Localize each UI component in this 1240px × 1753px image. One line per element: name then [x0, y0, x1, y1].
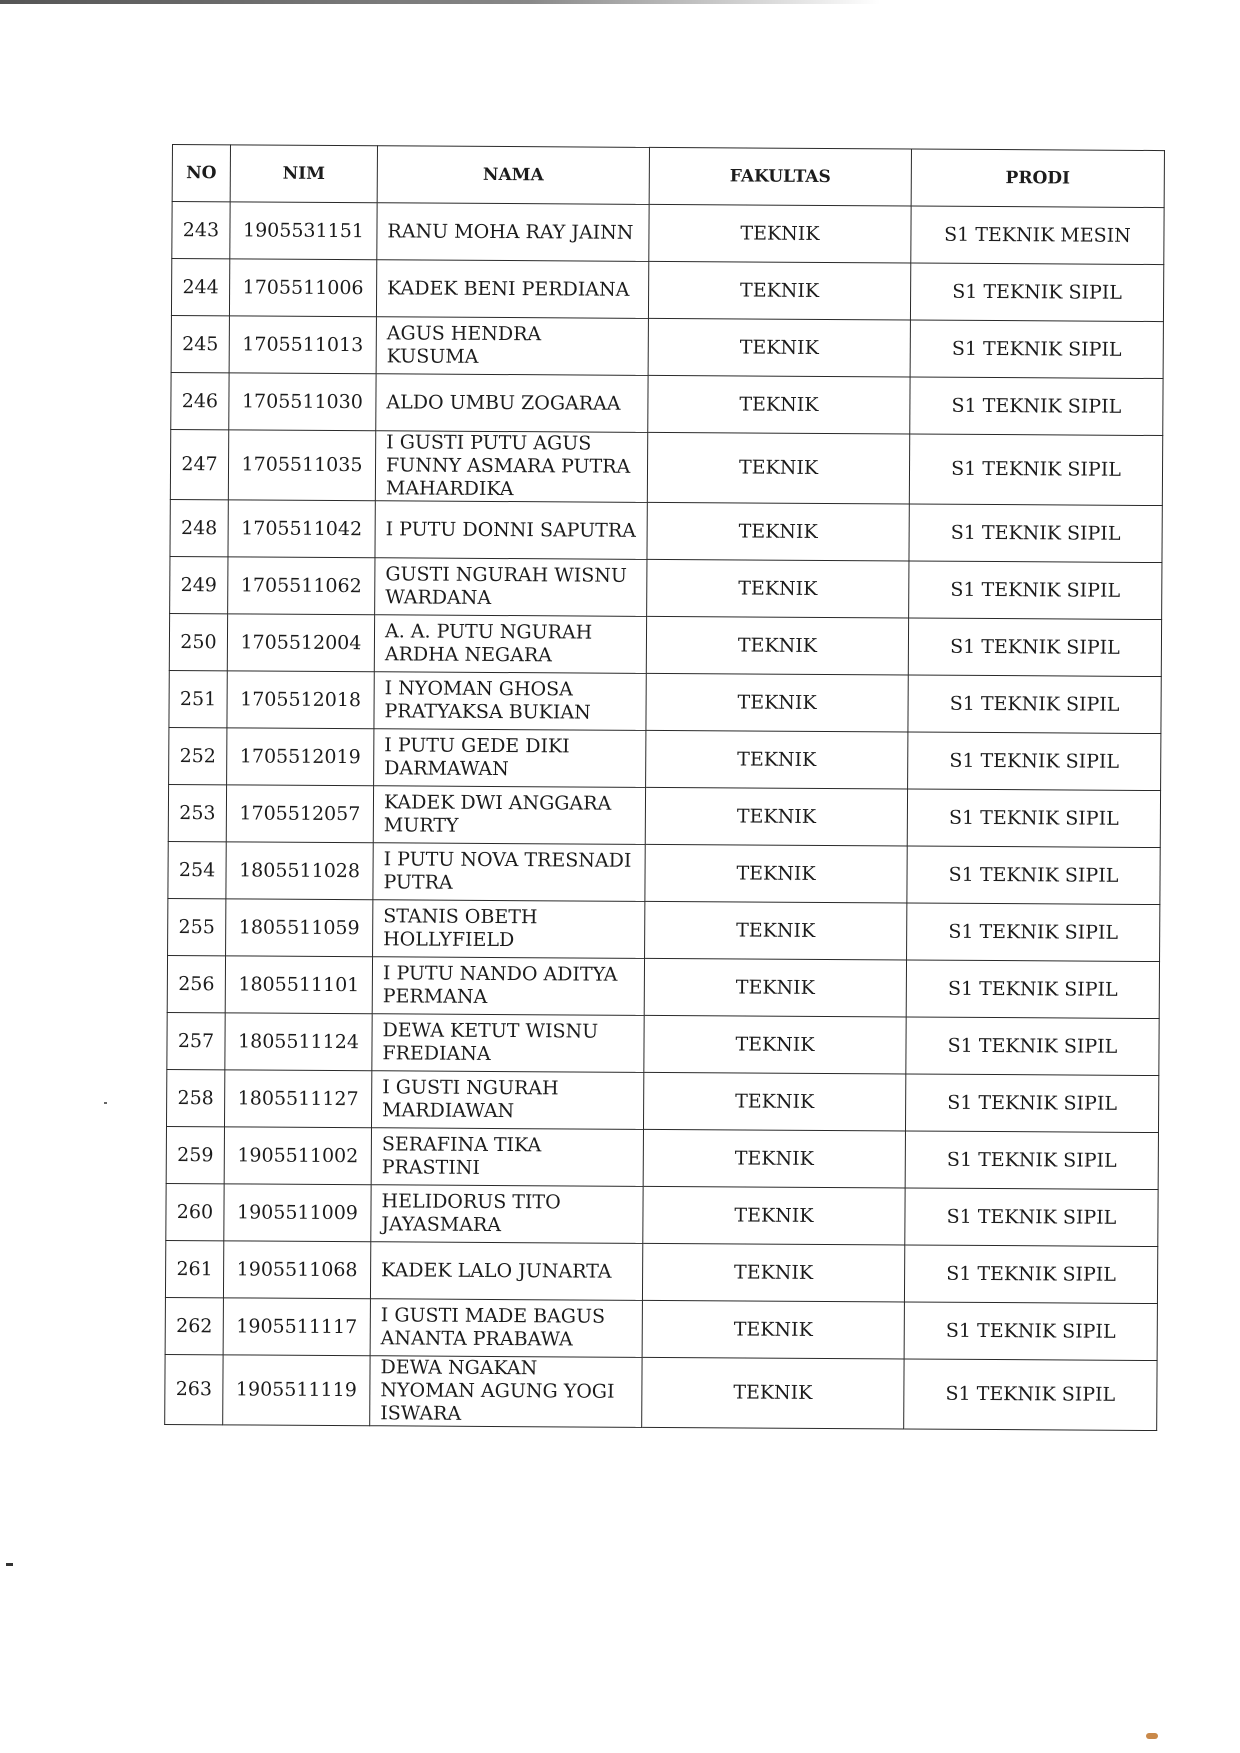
- cell-nim: 1705511035: [228, 430, 375, 501]
- table-row: [166, 1069, 1158, 1132]
- table-row: [165, 1297, 1157, 1360]
- cell-nama: DEWA NGAKAN NYOMAN AGUNG YOGI ISWARA: [370, 1356, 642, 1428]
- cell-nama: I PUTU DONNI SAPUTRA: [375, 501, 647, 560]
- cell-nim: 1805511124: [225, 1013, 372, 1071]
- table-row: [167, 955, 1159, 1018]
- cell-nim: 1705512004: [227, 614, 374, 672]
- cell-nama: I GUSTI NGURAH MARDIAWAN: [371, 1071, 643, 1130]
- scan-speck: [1146, 1733, 1158, 1739]
- table-row: [171, 372, 1163, 435]
- table-row: [168, 898, 1160, 961]
- cell-nama: AGUS HENDRA KUSUMA: [376, 317, 648, 376]
- scan-top-edge: [0, 0, 880, 4]
- cell-fakultas: TEKNIK: [648, 261, 910, 320]
- cell-no: 261: [165, 1240, 223, 1297]
- cell-fakultas: TEKNIK: [642, 1300, 904, 1359]
- cell-no: 243: [172, 202, 230, 259]
- cell-nim: 1705512019: [227, 728, 374, 786]
- table-row: [170, 499, 1162, 562]
- cell-no: 251: [169, 670, 227, 727]
- cell-nama: SERAFINA TIKA PRASTINI: [371, 1128, 643, 1187]
- cell-fakultas: TEKNIK: [644, 958, 906, 1017]
- table-row: [165, 1240, 1157, 1303]
- cell-no: 256: [167, 955, 225, 1012]
- cell-nama: I GUSTI PUTU AGUS FUNNY ASMARA PUTRA MAHARDIKA: [375, 431, 647, 503]
- cell-nim: 1905511009: [224, 1184, 371, 1242]
- cell-prodi: S1 TEKNIK SIPIL: [904, 1302, 1157, 1361]
- cell-prodi: S1 TEKNIK SIPIL: [908, 675, 1161, 734]
- cell-fakultas: TEKNIK: [643, 1186, 905, 1245]
- cell-nama: GUSTI NGURAH WISNU WARDANA: [375, 558, 647, 617]
- cell-fakultas: TEKNIK: [642, 1357, 904, 1429]
- cell-fakultas: TEKNIK: [647, 559, 909, 618]
- cell-no: 247: [170, 429, 228, 499]
- cell-prodi: S1 TEKNIK SIPIL: [909, 434, 1162, 506]
- cell-nama: KADEK DWI ANGGARA MURTY: [373, 786, 645, 845]
- cell-fakultas: TEKNIK: [647, 502, 909, 561]
- cell-fakultas: TEKNIK: [646, 730, 908, 789]
- cell-nim: 1705511062: [228, 557, 375, 615]
- cell-fakultas: TEKNIK: [642, 1243, 904, 1302]
- cell-no: 246: [171, 372, 229, 429]
- cell-prodi: S1 TEKNIK SIPIL: [907, 846, 1160, 905]
- header-fakultas: FAKULTAS: [649, 147, 911, 206]
- header-row: [172, 145, 1164, 208]
- cell-no: 249: [170, 556, 228, 613]
- table-row: [170, 429, 1162, 505]
- cell-nama: I NYOMAN GHOSA PRATYAKSA BUKIAN: [374, 672, 646, 731]
- cell-nim: 1905511119: [223, 1355, 370, 1426]
- cell-nim: 1905511068: [223, 1241, 370, 1299]
- cell-prodi: S1 TEKNIK SIPIL: [906, 960, 1159, 1019]
- cell-nim: 1805511059: [226, 899, 373, 957]
- table-row: [170, 556, 1162, 619]
- cell-no: 263: [165, 1354, 223, 1424]
- cell-nim: 1705511006: [229, 259, 376, 317]
- cell-nim: 1905511002: [224, 1127, 371, 1185]
- cell-prodi: S1 TEKNIK SIPIL: [909, 561, 1162, 620]
- cell-nama: I PUTU NANDO ADITYA PERMANA: [372, 957, 644, 1016]
- cell-prodi: S1 TEKNIK SIPIL: [904, 1359, 1157, 1431]
- cell-nama: ALDO UMBU ZOGARAA: [376, 374, 648, 433]
- cell-no: 253: [168, 784, 226, 841]
- cell-nim: 1805511101: [225, 956, 372, 1014]
- cell-nim: 1905511117: [223, 1298, 370, 1356]
- student-table: [164, 144, 1165, 1431]
- table-row: [166, 1183, 1158, 1246]
- cell-no: 254: [168, 841, 226, 898]
- cell-fakultas: TEKNIK: [646, 616, 908, 675]
- table-row: [169, 727, 1161, 790]
- cell-prodi: S1 TEKNIK SIPIL: [906, 1017, 1159, 1076]
- cell-nim: 1705512018: [227, 671, 374, 729]
- cell-no: 255: [168, 898, 226, 955]
- table-row: [171, 315, 1163, 378]
- cell-no: 262: [165, 1297, 223, 1354]
- cell-fakultas: TEKNIK: [643, 1129, 905, 1188]
- cell-no: 259: [166, 1126, 224, 1183]
- cell-prodi: S1 TEKNIK SIPIL: [910, 377, 1163, 436]
- table-header: [172, 145, 1164, 208]
- cell-nama: I PUTU GEDE DIKI DARMAWAN: [374, 729, 646, 788]
- cell-fakultas: TEKNIK: [647, 432, 909, 504]
- cell-no: 248: [170, 499, 228, 556]
- cell-nama: A. A. PUTU NGURAH ARDHA NEGARA: [374, 615, 646, 674]
- cell-nama: DEWA KETUT WISNU FREDIANA: [372, 1014, 644, 1073]
- cell-prodi: S1 TEKNIK SIPIL: [905, 1188, 1158, 1247]
- cell-prodi: S1 TEKNIK SIPIL: [909, 504, 1162, 563]
- cell-nim: 1805511028: [226, 842, 373, 900]
- table-row: [168, 841, 1160, 904]
- cell-prodi: S1 TEKNIK SIPIL: [907, 789, 1160, 848]
- cell-nama: STANIS OBETH HOLLYFIELD: [373, 900, 645, 959]
- cell-nim: 1905531151: [230, 202, 377, 260]
- table-body: [165, 202, 1164, 1431]
- table-row: [172, 202, 1164, 265]
- cell-prodi: S1 TEKNIK SIPIL: [905, 1131, 1158, 1190]
- header-prodi: PRODI: [911, 149, 1164, 208]
- cell-fakultas: TEKNIK: [645, 844, 907, 903]
- cell-prodi: S1 TEKNIK SIPIL: [910, 320, 1163, 379]
- scan-speck: [104, 1102, 107, 1104]
- student-table-container: [164, 144, 1164, 1431]
- cell-prodi: S1 TEKNIK SIPIL: [910, 263, 1163, 322]
- table-row: [169, 670, 1161, 733]
- cell-fakultas: TEKNIK: [644, 1015, 906, 1074]
- cell-fakultas: TEKNIK: [645, 787, 907, 846]
- table-row: [171, 259, 1163, 322]
- cell-fakultas: TEKNIK: [645, 901, 907, 960]
- scan-speck: [6, 1563, 13, 1566]
- cell-nim: 1805511127: [224, 1070, 371, 1128]
- cell-no: 252: [169, 727, 227, 784]
- cell-prodi: S1 TEKNIK MESIN: [911, 206, 1164, 265]
- cell-prodi: S1 TEKNIK SIPIL: [905, 1074, 1158, 1133]
- cell-no: 245: [171, 315, 229, 372]
- cell-nama: I GUSTI MADE BAGUS ANANTA PRABAWA: [370, 1299, 642, 1358]
- cell-nama: HELIDORUS TITO JAYASMARA: [371, 1185, 643, 1244]
- table-row: [169, 613, 1161, 676]
- cell-nama: KADEK LALO JUNARTA: [370, 1242, 642, 1301]
- cell-no: 260: [166, 1183, 224, 1240]
- cell-no: 250: [169, 613, 227, 670]
- cell-nama: RANU MOHA RAY JAINN: [377, 203, 649, 262]
- table-row: [166, 1126, 1158, 1189]
- cell-nim: 1705511013: [229, 316, 376, 374]
- cell-nama: KADEK BENI PERDIANA: [376, 260, 648, 319]
- table-row: [167, 1012, 1159, 1075]
- table-row: [165, 1354, 1157, 1430]
- cell-no: 257: [167, 1012, 225, 1069]
- cell-fakultas: TEKNIK: [643, 1072, 905, 1131]
- cell-prodi: S1 TEKNIK SIPIL: [907, 903, 1160, 962]
- cell-fakultas: TEKNIK: [649, 204, 911, 263]
- cell-fakultas: TEKNIK: [648, 318, 910, 377]
- cell-fakultas: TEKNIK: [648, 375, 910, 434]
- cell-prodi: S1 TEKNIK SIPIL: [908, 618, 1161, 677]
- header-no: NO: [172, 145, 230, 202]
- cell-nim: 1705511042: [228, 500, 375, 558]
- cell-nama: I PUTU NOVA TRESNADI PUTRA: [373, 843, 645, 902]
- table-row: [168, 784, 1160, 847]
- cell-nim: 1705511030: [229, 373, 376, 431]
- cell-prodi: S1 TEKNIK SIPIL: [904, 1245, 1157, 1304]
- cell-nim: 1705512057: [226, 785, 373, 843]
- cell-fakultas: TEKNIK: [646, 673, 908, 732]
- header-nim: NIM: [230, 145, 377, 203]
- cell-no: 258: [166, 1069, 224, 1126]
- cell-no: 244: [171, 259, 229, 316]
- cell-prodi: S1 TEKNIK SIPIL: [908, 732, 1161, 791]
- header-nama: NAMA: [377, 146, 649, 205]
